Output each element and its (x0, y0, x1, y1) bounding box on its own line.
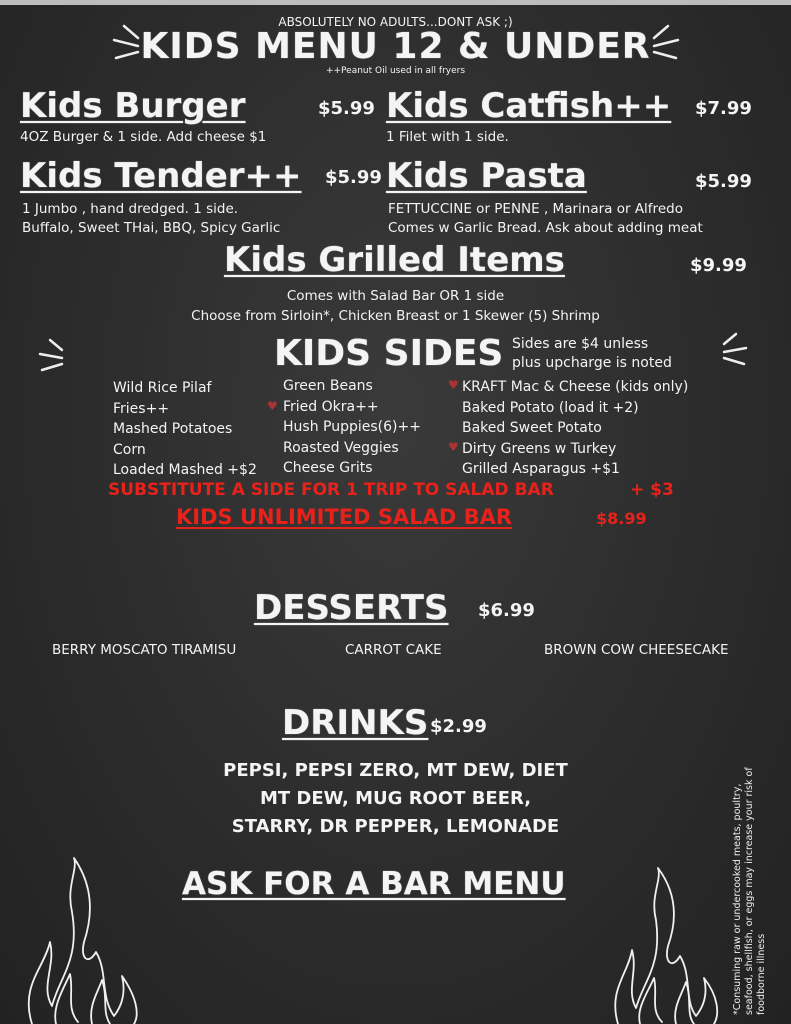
dessert-item: CARROT CAKE (345, 642, 442, 658)
item-desc-pasta-2: Comes w Garlic Bread. Ask about adding meat (388, 220, 703, 236)
side-item: Wild Rice Pilaf (113, 380, 212, 396)
desserts-price: $6.99 (478, 600, 535, 621)
dessert-item: BERRY MOSCATO TIRAMISU (52, 642, 237, 658)
side-item: Hush Puppies(6)++ (283, 419, 421, 435)
heart-icon: ♥ (448, 440, 459, 454)
item-desc-tender-2: Buffalo, Sweet THai, BBQ, Spicy Garlic (22, 220, 281, 236)
flame-right-icon (610, 866, 722, 1024)
heart-icon: ♥ (267, 399, 278, 413)
salad-bar-title: KIDS UNLIMITED SALAD BAR (176, 505, 513, 529)
side-item: Mashed Potatoes (113, 421, 233, 437)
substitute-side-note: SUBSTITUTE A SIDE FOR 1 TRIP TO SALAD BAR (108, 480, 554, 500)
side-item: Baked Potato (load it +2) (462, 399, 639, 416)
sides-column-1 (113, 378, 257, 481)
side-item: Fried Okra++ (283, 398, 379, 415)
menu-title: KIDS MENU 12 & UNDER (140, 26, 651, 67)
item-desc-burger: 4OZ Burger & 1 side. Add cheese $1 (20, 129, 267, 145)
sides-column-2 (283, 376, 421, 479)
salad-bar-price: $8.99 (596, 509, 647, 528)
sparkle-sides-left-icon (34, 336, 68, 378)
sparkle-right-icon (648, 22, 684, 66)
sides-note-1: Sides are $4 unless (512, 336, 649, 352)
side-item: Dirty Greens w Turkey (462, 440, 617, 457)
peanut-oil-note: ++Peanut Oil used in all fryers (325, 66, 466, 76)
side-item: Green Beans (283, 378, 373, 394)
item-desc-catfish: 1 Filet with 1 side. (386, 129, 509, 145)
item-name-grilled: Kids Grilled Items (224, 240, 565, 280)
drinks-line-1: PEPSI, PEPSI ZERO, MT DEW, DIET (223, 760, 568, 781)
item-name-pasta: Kids Pasta (386, 156, 587, 196)
item-desc-pasta-1: FETTUCCINE or PENNE , Marinara or Alfredo (388, 201, 683, 217)
item-name-burger: Kids Burger (20, 86, 246, 126)
drinks-title: DRINKS (282, 703, 429, 743)
dessert-item: BROWN COW CHEESECAKE (544, 642, 729, 658)
header-tagline: ABSOLUTELY NO ADULTS...DONT ASK ;) (278, 15, 513, 29)
item-desc-grilled-2: Choose from Sirloin*, Chicken Breast or 1 Skewer (5) Shrimp (191, 308, 600, 324)
item-price-tender: $5.99 (325, 167, 382, 188)
side-item: Grilled Asparagus +$1 (462, 461, 620, 477)
item-name-catfish: Kids Catfish++ (386, 86, 672, 126)
item-desc-grilled-1: Comes with Salad Bar OR 1 side (286, 288, 505, 304)
side-item: Fries++ (113, 400, 170, 417)
heart-icon: ♥ (448, 378, 459, 392)
sides-note-2: plus upcharge is noted (512, 355, 672, 371)
side-item: Cheese Grits (283, 460, 373, 476)
sparkle-left-icon (108, 22, 144, 66)
flame-left-icon (22, 856, 142, 1024)
substitute-side-price: + $3 (630, 480, 674, 500)
drinks-line-3: STARRY, DR PEPPER, LEMONADE (231, 816, 560, 837)
side-item: Corn (113, 441, 146, 458)
item-price-pasta: $5.99 (695, 171, 752, 192)
sides-title: KIDS SIDES (274, 333, 504, 374)
drinks-price: $2.99 (430, 716, 487, 737)
item-price-burger: $5.99 (318, 98, 375, 119)
side-item: Loaded Mashed +$2 (113, 462, 257, 478)
desserts-title: DESSERTS (254, 588, 449, 628)
sparkle-sides-right-icon (718, 330, 752, 372)
top-border (0, 0, 791, 5)
item-desc-tender-1: 1 Jumbo , hand dredged. 1 side. (22, 201, 239, 217)
side-item: Roasted Veggies (283, 439, 399, 456)
item-price-catfish: $7.99 (695, 98, 752, 119)
bar-menu-callout: ASK FOR A BAR MENU (182, 866, 566, 902)
item-name-tender: Kids Tender++ (20, 156, 302, 196)
side-item: KRAFT Mac & Cheese (kids only) (462, 379, 689, 395)
item-price-grilled: $9.99 (690, 255, 747, 276)
drinks-line-2: MT DEW, MUG ROOT BEER, (259, 788, 532, 809)
food-safety-disclaimer: *Consuming raw or undercooked meats, poultry, seafood, shellfish, or eggs may increase your risk of foodborne illness (732, 767, 767, 1015)
sides-column-3 (462, 377, 688, 480)
side-item: Baked Sweet Potato (462, 420, 602, 436)
